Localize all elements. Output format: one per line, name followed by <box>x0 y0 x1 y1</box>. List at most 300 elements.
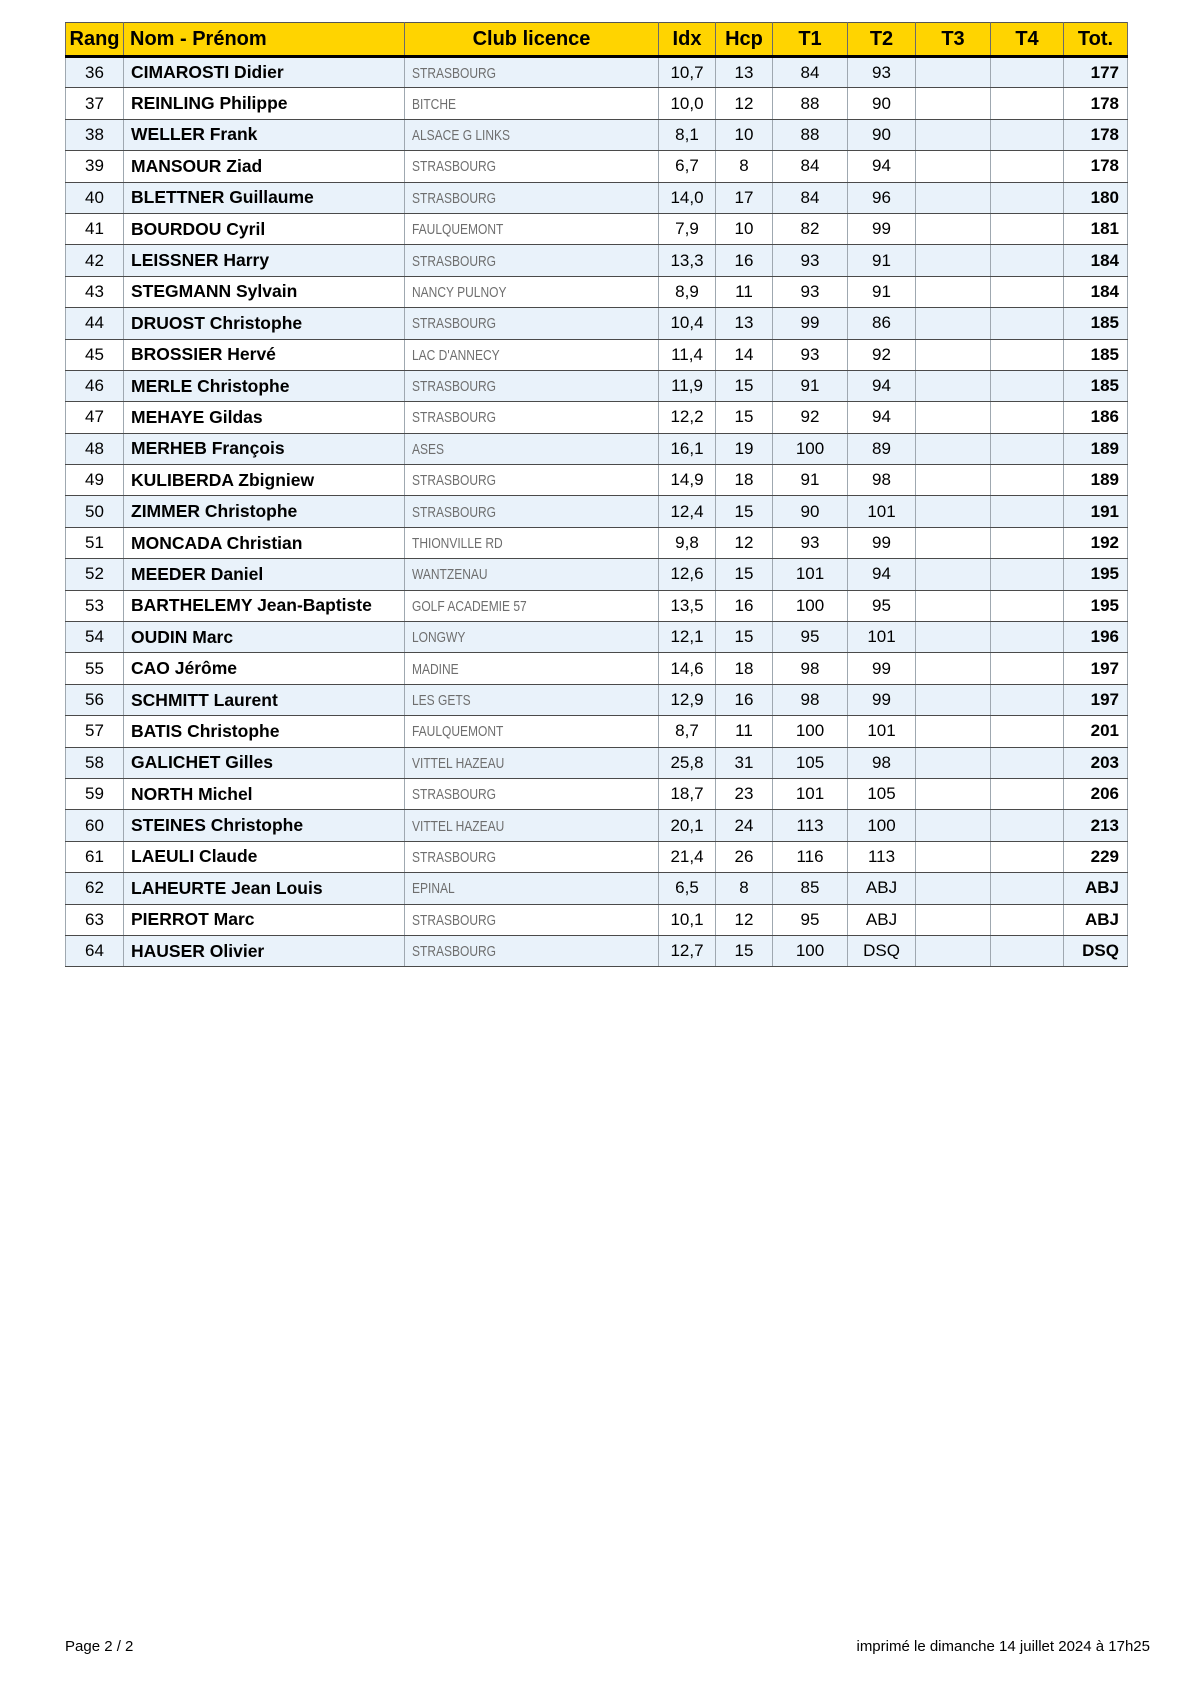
cell-t2: 98 <box>848 747 916 778</box>
cell-club <box>405 433 659 464</box>
cell-tot: 195 <box>1064 559 1128 590</box>
cell-t2: 99 <box>848 213 916 244</box>
header-t3: T3 <box>916 23 991 57</box>
club-text: LAC D'ANNECY <box>412 346 500 364</box>
cell-t3 <box>916 559 991 590</box>
cell-tot: 185 <box>1064 339 1128 370</box>
cell-t2: 93 <box>848 57 916 88</box>
table-row <box>66 57 1128 88</box>
cell-idx: 10,0 <box>659 88 716 119</box>
cell-tot: 191 <box>1064 496 1128 527</box>
cell-idx: 11,4 <box>659 339 716 370</box>
cell-nom: LEISSNER Harry <box>124 245 405 276</box>
cell-nom: SCHMITT Laurent <box>124 684 405 715</box>
cell-club <box>405 496 659 527</box>
cell-t4 <box>991 527 1064 558</box>
cell-tot: 195 <box>1064 590 1128 621</box>
cell-t1: 84 <box>773 151 848 182</box>
cell-club <box>405 622 659 653</box>
club-text: STRASBOURG <box>412 786 497 804</box>
cell-t4 <box>991 873 1064 904</box>
cell-t4 <box>991 841 1064 872</box>
club-text: ALSACE G LINKS <box>412 126 511 144</box>
cell-nom: BROSSIER Hervé <box>124 339 405 370</box>
cell-t1: 100 <box>773 433 848 464</box>
cell-tot: 196 <box>1064 622 1128 653</box>
header-t1: T1 <box>773 23 848 57</box>
cell-t2: 94 <box>848 559 916 590</box>
cell-hcp: 8 <box>716 151 773 182</box>
cell-t1: 85 <box>773 873 848 904</box>
cell-club <box>405 778 659 809</box>
cell-t3 <box>916 935 991 966</box>
club-text: ASES <box>412 440 445 458</box>
cell-hcp: 16 <box>716 590 773 621</box>
cell-nom: WELLER Frank <box>124 119 405 150</box>
club-text: GOLF ACADEMIE 57 <box>412 597 527 615</box>
cell-t2: 91 <box>848 245 916 276</box>
cell-t3 <box>916 88 991 119</box>
cell-club <box>405 182 659 213</box>
cell-t3 <box>916 370 991 401</box>
table-row <box>66 119 1128 150</box>
cell-t1: 84 <box>773 182 848 213</box>
cell-hcp: 12 <box>716 527 773 558</box>
table-row <box>66 904 1128 935</box>
cell-t1: 93 <box>773 339 848 370</box>
club-text: STRASBOURG <box>412 409 497 427</box>
cell-t3 <box>916 339 991 370</box>
cell-club <box>405 653 659 684</box>
cell-t1: 116 <box>773 841 848 872</box>
cell-tot: 184 <box>1064 245 1128 276</box>
cell-tot: 186 <box>1064 402 1128 433</box>
cell-nom: LAHEURTE Jean Louis <box>124 873 405 904</box>
cell-t1: 100 <box>773 716 848 747</box>
cell-club <box>405 527 659 558</box>
cell-t3 <box>916 527 991 558</box>
cell-idx: 16,1 <box>659 433 716 464</box>
table-row <box>66 245 1128 276</box>
cell-t1: 101 <box>773 559 848 590</box>
cell-t3 <box>916 433 991 464</box>
cell-hcp: 26 <box>716 841 773 872</box>
cell-t2: 101 <box>848 622 916 653</box>
cell-t3 <box>916 778 991 809</box>
cell-rang: 42 <box>66 245 124 276</box>
cell-rang: 45 <box>66 339 124 370</box>
cell-t1: 101 <box>773 778 848 809</box>
cell-rang: 44 <box>66 308 124 339</box>
cell-nom: HAUSER Olivier <box>124 935 405 966</box>
cell-rang: 64 <box>66 935 124 966</box>
cell-t2: 105 <box>848 778 916 809</box>
cell-rang: 52 <box>66 559 124 590</box>
cell-nom: PIERROT Marc <box>124 904 405 935</box>
cell-club <box>405 339 659 370</box>
cell-t1: 98 <box>773 653 848 684</box>
cell-t2: 91 <box>848 276 916 307</box>
cell-idx: 21,4 <box>659 841 716 872</box>
cell-idx: 12,9 <box>659 684 716 715</box>
table-row <box>66 276 1128 307</box>
table-row <box>66 810 1128 841</box>
club-text: MADINE <box>412 660 459 678</box>
cell-hcp: 8 <box>716 873 773 904</box>
cell-tot: 185 <box>1064 370 1128 401</box>
cell-t4 <box>991 716 1064 747</box>
results-tbody <box>66 57 1128 967</box>
cell-hcp: 12 <box>716 904 773 935</box>
cell-tot: 197 <box>1064 653 1128 684</box>
club-text: WANTZENAU <box>412 566 488 584</box>
cell-t1: 91 <box>773 465 848 496</box>
cell-club <box>405 465 659 496</box>
cell-tot: 203 <box>1064 747 1128 778</box>
cell-idx: 9,8 <box>659 527 716 558</box>
club-text: STRASBOURG <box>412 911 497 929</box>
cell-t1: 92 <box>773 402 848 433</box>
cell-club <box>405 213 659 244</box>
cell-t3 <box>916 653 991 684</box>
cell-nom: CAO Jérôme <box>124 653 405 684</box>
table-row <box>66 527 1128 558</box>
cell-hcp: 31 <box>716 747 773 778</box>
cell-idx: 14,6 <box>659 653 716 684</box>
cell-t4 <box>991 151 1064 182</box>
cell-idx: 14,0 <box>659 182 716 213</box>
table-row <box>66 339 1128 370</box>
cell-t1: 98 <box>773 684 848 715</box>
cell-t1: 88 <box>773 88 848 119</box>
cell-club <box>405 716 659 747</box>
cell-hcp: 15 <box>716 402 773 433</box>
cell-hcp: 15 <box>716 935 773 966</box>
cell-tot: 177 <box>1064 57 1128 88</box>
cell-t2: DSQ <box>848 935 916 966</box>
cell-nom: NORTH Michel <box>124 778 405 809</box>
cell-club <box>405 747 659 778</box>
cell-t2: ABJ <box>848 873 916 904</box>
header-t4: T4 <box>991 23 1064 57</box>
cell-hcp: 18 <box>716 653 773 684</box>
cell-t4 <box>991 747 1064 778</box>
cell-t3 <box>916 904 991 935</box>
cell-hcp: 10 <box>716 213 773 244</box>
cell-tot: ABJ <box>1064 904 1128 935</box>
cell-club <box>405 119 659 150</box>
cell-rang: 53 <box>66 590 124 621</box>
cell-t2: 92 <box>848 339 916 370</box>
table-row <box>66 465 1128 496</box>
table-row <box>66 590 1128 621</box>
cell-t3 <box>916 810 991 841</box>
cell-t4 <box>991 57 1064 88</box>
cell-t4 <box>991 778 1064 809</box>
cell-hcp: 15 <box>716 622 773 653</box>
cell-tot: 213 <box>1064 810 1128 841</box>
cell-tot: 192 <box>1064 527 1128 558</box>
cell-t2: ABJ <box>848 904 916 935</box>
club-text: LES GETS <box>412 692 471 709</box>
cell-nom: OUDIN Marc <box>124 622 405 653</box>
header-idx: Idx <box>659 23 716 57</box>
cell-t3 <box>916 590 991 621</box>
cell-t2: 99 <box>848 527 916 558</box>
cell-idx: 14,9 <box>659 465 716 496</box>
cell-nom: BLETTNER Guillaume <box>124 182 405 213</box>
cell-club <box>405 904 659 935</box>
cell-nom: LAEULI Claude <box>124 841 405 872</box>
cell-t2: 101 <box>848 496 916 527</box>
cell-t4 <box>991 308 1064 339</box>
club-text: NANCY PULNOY <box>412 283 507 301</box>
cell-t2: 113 <box>848 841 916 872</box>
cell-t4 <box>991 339 1064 370</box>
table-row <box>66 370 1128 401</box>
cell-idx: 8,1 <box>659 119 716 150</box>
header-t2: T2 <box>848 23 916 57</box>
cell-club <box>405 151 659 182</box>
cell-t3 <box>916 245 991 276</box>
cell-idx: 10,1 <box>659 904 716 935</box>
header-club: Club licence <box>405 23 659 57</box>
club-text: STRASBOURG <box>412 189 497 207</box>
club-text: EPINAL <box>412 880 455 898</box>
club-text: FAULQUEMONT <box>412 221 504 239</box>
cell-rang: 54 <box>66 622 124 653</box>
table-row <box>66 684 1128 715</box>
cell-hcp: 19 <box>716 433 773 464</box>
cell-hcp: 23 <box>716 778 773 809</box>
cell-t4 <box>991 559 1064 590</box>
cell-rang: 50 <box>66 496 124 527</box>
table-row <box>66 308 1128 339</box>
cell-t2: 95 <box>848 590 916 621</box>
cell-t3 <box>916 57 991 88</box>
cell-idx: 7,9 <box>659 213 716 244</box>
cell-club <box>405 245 659 276</box>
club-text: STRASBOURG <box>412 64 497 82</box>
cell-rang: 46 <box>66 370 124 401</box>
cell-idx: 10,7 <box>659 57 716 88</box>
cell-t1: 100 <box>773 590 848 621</box>
cell-t1: 88 <box>773 119 848 150</box>
cell-t1: 100 <box>773 935 848 966</box>
cell-t4 <box>991 653 1064 684</box>
cell-tot: DSQ <box>1064 935 1128 966</box>
table-row <box>66 747 1128 778</box>
cell-rang: 36 <box>66 57 124 88</box>
cell-club <box>405 873 659 904</box>
cell-tot: 180 <box>1064 182 1128 213</box>
cell-nom: STEGMANN Sylvain <box>124 276 405 307</box>
cell-idx: 12,1 <box>659 622 716 653</box>
cell-tot: 229 <box>1064 841 1128 872</box>
cell-hcp: 16 <box>716 684 773 715</box>
cell-nom: STEINES Christophe <box>124 810 405 841</box>
cell-t4 <box>991 182 1064 213</box>
cell-t4 <box>991 935 1064 966</box>
cell-tot: 178 <box>1064 151 1128 182</box>
cell-club <box>405 308 659 339</box>
cell-hcp: 15 <box>716 496 773 527</box>
cell-rang: 59 <box>66 778 124 809</box>
table-header <box>66 23 1128 57</box>
cell-nom: DRUOST Christophe <box>124 308 405 339</box>
club-text: STRASBOURG <box>412 378 497 396</box>
cell-t4 <box>991 119 1064 150</box>
cell-t4 <box>991 245 1064 276</box>
cell-rang: 39 <box>66 151 124 182</box>
cell-t1: 84 <box>773 57 848 88</box>
cell-rang: 60 <box>66 810 124 841</box>
cell-rang: 37 <box>66 88 124 119</box>
cell-t3 <box>916 747 991 778</box>
cell-nom: MEHAYE Gildas <box>124 402 405 433</box>
table-row <box>66 622 1128 653</box>
cell-hcp: 14 <box>716 339 773 370</box>
table-row <box>66 653 1128 684</box>
cell-tot: 189 <box>1064 465 1128 496</box>
cell-rang: 56 <box>66 684 124 715</box>
cell-t3 <box>916 496 991 527</box>
club-text: VITTEL HAZEAU <box>412 817 505 835</box>
header-nom: Nom - Prénom <box>124 23 405 57</box>
cell-t3 <box>916 873 991 904</box>
cell-nom: GALICHET Gilles <box>124 747 405 778</box>
cell-idx: 8,9 <box>659 276 716 307</box>
cell-t1: 105 <box>773 747 848 778</box>
results-table <box>65 22 1128 967</box>
table-row <box>66 433 1128 464</box>
club-text: STRASBOURG <box>412 503 497 521</box>
cell-idx: 13,3 <box>659 245 716 276</box>
cell-t2: 98 <box>848 465 916 496</box>
club-text: STRASBOURG <box>412 472 497 490</box>
table-row <box>66 182 1128 213</box>
cell-hcp: 13 <box>716 308 773 339</box>
club-text: FAULQUEMONT <box>412 723 504 741</box>
cell-nom: MANSOUR Ziad <box>124 151 405 182</box>
cell-t2: 94 <box>848 370 916 401</box>
print-timestamp: imprimé le dimanche 14 juillet 2024 à 17h25 <box>856 1638 1150 1655</box>
table-row <box>66 778 1128 809</box>
table-row <box>66 716 1128 747</box>
cell-club <box>405 841 659 872</box>
cell-hcp: 15 <box>716 370 773 401</box>
cell-rang: 57 <box>66 716 124 747</box>
cell-t4 <box>991 276 1064 307</box>
cell-hcp: 10 <box>716 119 773 150</box>
club-text: STRASBOURG <box>412 315 497 333</box>
table-row <box>66 496 1128 527</box>
cell-t2: 96 <box>848 182 916 213</box>
table-row <box>66 213 1128 244</box>
club-text: STRASBOURG <box>412 848 497 866</box>
page-footer <box>65 1638 1150 1655</box>
cell-t3 <box>916 402 991 433</box>
cell-t2: 99 <box>848 684 916 715</box>
cell-rang: 51 <box>66 527 124 558</box>
cell-t3 <box>916 182 991 213</box>
cell-t1: 113 <box>773 810 848 841</box>
cell-idx: 20,1 <box>659 810 716 841</box>
cell-idx: 6,7 <box>659 151 716 182</box>
club-text: STRASBOURG <box>412 943 497 961</box>
cell-t4 <box>991 590 1064 621</box>
club-text: THIONVILLE RD <box>412 535 503 553</box>
cell-rang: 58 <box>66 747 124 778</box>
club-text: STRASBOURG <box>412 252 497 270</box>
cell-tot: 189 <box>1064 433 1128 464</box>
cell-idx: 11,9 <box>659 370 716 401</box>
cell-t3 <box>916 716 991 747</box>
cell-idx: 18,7 <box>659 778 716 809</box>
cell-rang: 38 <box>66 119 124 150</box>
cell-idx: 10,4 <box>659 308 716 339</box>
cell-t4 <box>991 904 1064 935</box>
cell-tot: 185 <box>1064 308 1128 339</box>
cell-idx: 13,5 <box>659 590 716 621</box>
cell-nom: BARTHELEMY Jean-Baptiste <box>124 590 405 621</box>
table-row <box>66 873 1128 904</box>
cell-idx: 6,5 <box>659 873 716 904</box>
table-row <box>66 151 1128 182</box>
cell-t2: 94 <box>848 402 916 433</box>
cell-nom: MEEDER Daniel <box>124 559 405 590</box>
cell-rang: 62 <box>66 873 124 904</box>
cell-t3 <box>916 684 991 715</box>
cell-nom: ZIMMER Christophe <box>124 496 405 527</box>
cell-nom: BATIS Christophe <box>124 716 405 747</box>
page-number: Page 2 / 2 <box>65 1638 134 1655</box>
table-row <box>66 935 1128 966</box>
cell-tot: 201 <box>1064 716 1128 747</box>
cell-idx: 12,7 <box>659 935 716 966</box>
cell-rang: 48 <box>66 433 124 464</box>
cell-t4 <box>991 370 1064 401</box>
table-row <box>66 402 1128 433</box>
cell-hcp: 15 <box>716 559 773 590</box>
table-row <box>66 559 1128 590</box>
cell-t1: 93 <box>773 276 848 307</box>
cell-club <box>405 810 659 841</box>
cell-rang: 61 <box>66 841 124 872</box>
cell-club <box>405 57 659 88</box>
cell-t1: 93 <box>773 245 848 276</box>
cell-t4 <box>991 810 1064 841</box>
cell-idx: 12,4 <box>659 496 716 527</box>
cell-club <box>405 684 659 715</box>
cell-rang: 43 <box>66 276 124 307</box>
cell-idx: 12,2 <box>659 402 716 433</box>
cell-idx: 8,7 <box>659 716 716 747</box>
cell-t2: 100 <box>848 810 916 841</box>
cell-nom: MERLE Christophe <box>124 370 405 401</box>
cell-club <box>405 590 659 621</box>
cell-t4 <box>991 496 1064 527</box>
cell-hcp: 24 <box>716 810 773 841</box>
cell-t2: 101 <box>848 716 916 747</box>
cell-nom: BOURDOU Cyril <box>124 213 405 244</box>
cell-rang: 40 <box>66 182 124 213</box>
cell-t4 <box>991 433 1064 464</box>
cell-rang: 41 <box>66 213 124 244</box>
cell-t3 <box>916 622 991 653</box>
cell-club <box>405 402 659 433</box>
cell-t2: 89 <box>848 433 916 464</box>
